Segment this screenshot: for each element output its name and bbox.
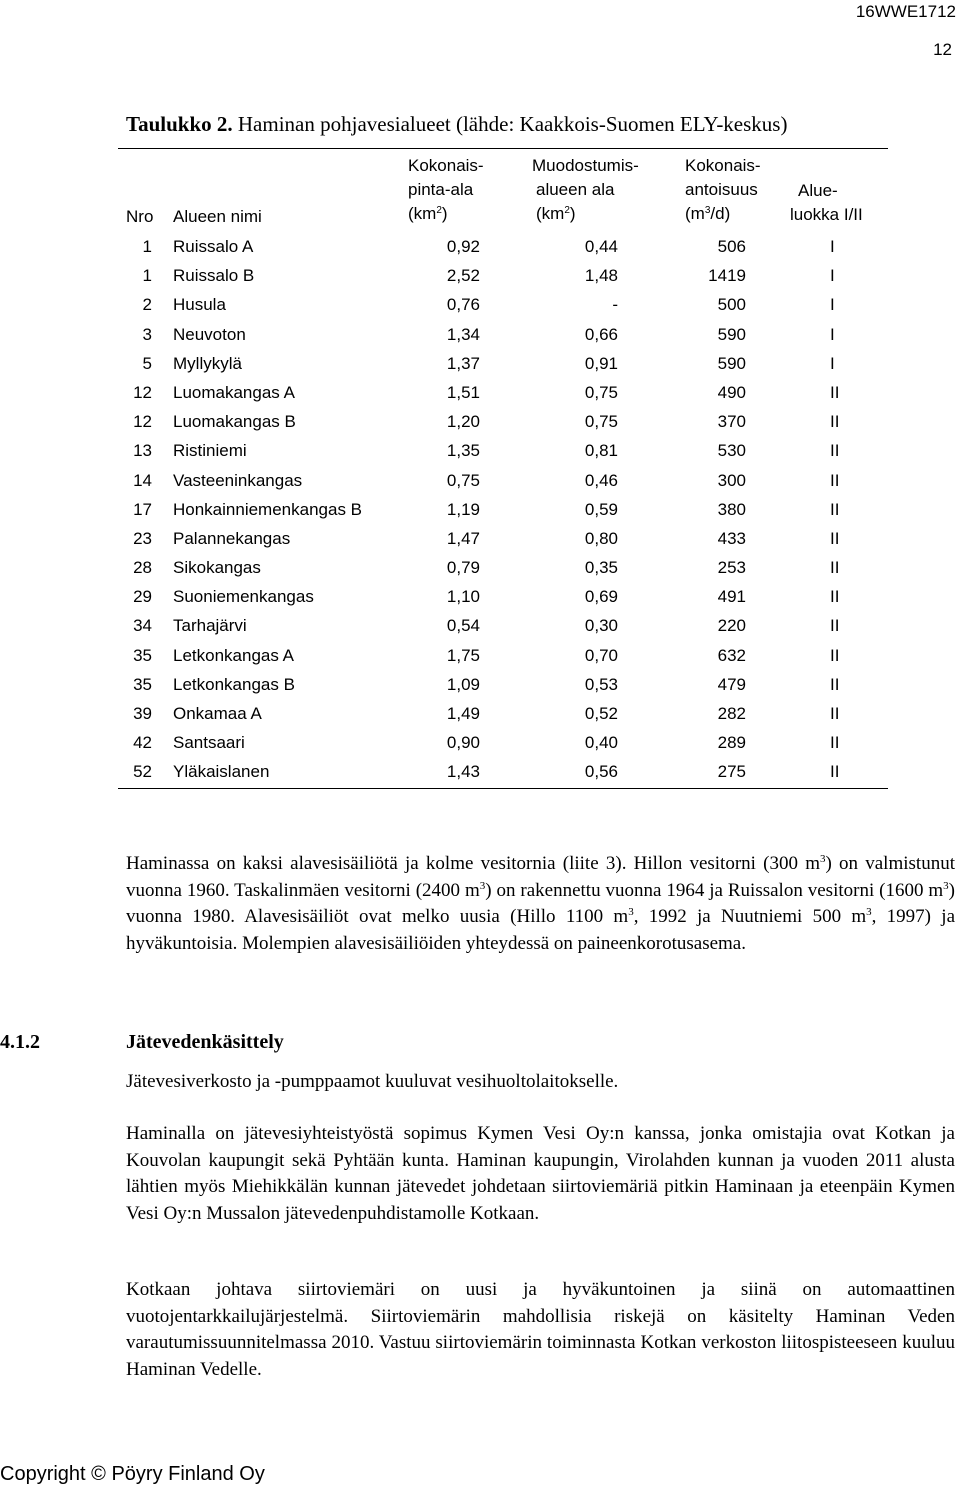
cell-class: II [830,412,840,432]
cell-yield: 590 [717,353,746,373]
cell-name: Yläkaislanen [173,762,270,782]
paragraph-transfer-sewer: Kotkaan johtava siirtoviemäri on uusi ja hyväkuntoinen ja siinä on automaattinen vuotojentarkkailujärjestelmä. Siirtoviemärin mahdollisia riskejä on käsitelty Haminan Veden varautumissuunnitelmassa 2010. Vastuu siirtoviemärin toiminnasta Kotkan verkoston liitospisteeseen kuuluu Haminan Vedelle. [126,1279,955,1380]
table-row [118,583,888,612]
cell-nro: 1 [142,237,152,256]
cell-name: Ruissalo A [173,237,254,256]
cell-yield: 632 [717,645,746,665]
cell-area: 1,47 [446,528,480,548]
cell-area: 2,52 [446,266,480,286]
header-formation-line2: alueen ala [536,180,615,199]
header-formation-unit [532,202,639,226]
header-area-class [790,179,863,227]
text-run: , 1992 ja Nuutniemi 500 m [633,906,867,927]
cell-area: 0,54 [446,616,480,636]
cell-yield: 253 [717,558,746,578]
cell-area: 1,19 [446,499,480,519]
text-run: Haminassa on kaksi alavesisäiliötä ja kolme vesitornia (liite 3). Hillon vesitorni (300 m [126,853,820,874]
superscript: 3 [866,906,872,918]
cell-name: Palannekangas [173,528,291,548]
unit-close: /d) [710,204,731,223]
cell-yield: 490 [717,382,746,402]
cell-formation: 0,30 [584,616,618,636]
cell-class: II [830,616,840,636]
cell-yield: 282 [717,704,746,723]
cell-name: Myllykylä [173,353,242,373]
unit-sup: 2 [436,205,442,216]
cell-class: II [830,587,840,607]
cell-nro: 14 [133,470,152,490]
table-row [118,758,888,787]
table-row [118,671,888,700]
cell-formation: - [612,295,618,315]
unit-close: ) [569,204,576,223]
header-total-yield [685,154,761,226]
cell-name: Husula [173,295,226,315]
cell-yield: 491 [717,587,746,607]
table-row [118,437,888,466]
groundwater-table [118,148,888,789]
cell-area: 0,92 [446,237,480,256]
cell-name: Honkainniemenkangas B [173,499,363,519]
cell-nro: 29 [133,587,152,607]
paragraph-cooperation: Haminalla on jätevesiyhteistyöstä sopimus Kymen Vesi Oy:n kanssa, jonka omistajia ovat Kotkan ja Kouvolan kaupungit sekä Pyhtään kunta. Haminan kaupungin, Virolahden kunnan ja vuoden 2011 alusta lähtien myös Miehikkälän kunnan jätevedet johdetaan siirtoviemäriä pitkin Haminaan ja eteenpäin Kymen Vesi Oy:n Mussalon jätevedenpuhdistamolle Kotkaan. [126,1123,955,1224]
cell-class: II [830,382,840,402]
header-yield-line1: Kokonais- [685,156,761,175]
cell-class: II [830,704,840,723]
table-row [118,291,888,320]
section-number: 4.1.2 [0,1031,40,1053]
unit-text: (m [685,204,705,223]
text-run: ) vuonna 1980. Alavesisäiliöt ovat melko uusia (Hillo 1100 m [126,879,955,927]
cell-name: Letkonkangas B [173,674,295,694]
cell-formation: 1,48 [584,266,618,286]
table-row [118,496,888,525]
cell-area: 1,34 [446,324,480,344]
cell-class: II [830,528,840,548]
cell-yield: 220 [717,616,746,636]
superscript: 3 [943,879,949,892]
table-caption-label: Taulukko 2. [126,112,233,136]
cell-name: Santsaari [173,733,245,753]
unit-text: (km [536,204,565,223]
cell-nro: 3 [142,324,152,344]
header-yield-unit [685,202,761,226]
cell-nro: 2 [142,295,152,315]
copyright-footer: Copyright © Pöyry Finland Oy [0,1463,265,1485]
table-header [118,149,888,233]
cell-formation: 0,75 [584,412,618,432]
unit-close: ) [441,204,448,223]
cell-area: 0,75 [446,470,480,490]
table-row [118,233,888,262]
table-row [118,729,888,758]
header-class-line2: luokka I/II [790,205,863,224]
header-name: Alueen nimi [173,207,262,226]
unit-text: (km [408,204,437,223]
cell-yield: 506 [717,237,746,256]
cell-formation: 0,35 [584,558,618,578]
cell-formation: 0,52 [584,704,618,723]
cell-nro: 34 [133,616,152,636]
cell-formation: 0,70 [584,645,618,665]
cell-formation: 0,59 [584,499,618,519]
cell-area: 1,20 [446,412,480,432]
cell-area: 1,75 [446,645,480,665]
cell-area: 1,09 [446,674,480,694]
cell-nro: 17 [133,499,152,519]
cell-yield: 370 [717,412,746,432]
cell-nro: 39 [133,704,152,723]
header-total-area [408,154,484,226]
cell-yield: 479 [717,674,746,694]
document-id: 16WWE1712 [855,2,956,21]
header-total-area-unit [408,202,484,226]
text-run: ) on rakennettu vuonna 1964 ja Ruissalon vesitorni (1600 m [485,879,944,901]
cell-area: 1,51 [446,382,480,402]
cell-formation: 0,40 [584,733,618,753]
cell-yield: 590 [717,324,746,344]
cell-name: Neuvoton [173,324,246,344]
cell-formation: 0,46 [584,470,618,490]
header-nro: Nro [126,207,154,226]
cell-name: Vasteeninkangas [173,470,303,490]
cell-class: I [830,324,835,344]
table-caption-text: Haminan pohjavesialueet (lähde: Kaakkois-Suomen ELY-keskus) [232,112,788,136]
header-class-line1: Alue- [798,181,838,200]
header-formation-line1: Muodostumis- [532,156,639,175]
cell-yield: 275 [717,762,746,782]
superscript: 3 [628,906,634,918]
table-row [118,467,888,496]
cell-name: Suoniemenkangas [173,587,314,607]
cell-class: II [830,558,840,578]
cell-formation: 0,66 [584,324,618,344]
superscript: 3 [819,853,826,865]
table-row [118,262,888,291]
cell-nro: 52 [133,762,152,782]
cell-name: Sikokangas [173,558,261,578]
cell-area: 1,35 [446,441,480,461]
cell-nro: 12 [133,382,152,402]
cell-class: II [830,441,840,461]
cell-area: 1,43 [446,762,480,782]
page-number: 12 [933,40,952,59]
cell-yield: 530 [717,441,746,461]
unit-sup: 3 [704,205,711,216]
superscript: 3 [479,879,486,892]
cell-yield: 300 [717,470,746,490]
paragraph-network: Jätevesiverkosto ja -pumppaamot kuuluvat vesihuoltolaitokselle. [126,1071,619,1092]
cell-area: 1,10 [446,587,480,607]
cell-area: 0,76 [446,295,480,315]
cell-class: I [830,353,835,373]
table-caption [126,112,787,137]
cell-name: Luomakangas A [173,382,295,402]
section-title: Jätevedenkäsittely [126,1031,284,1053]
cell-class: I [830,295,835,315]
cell-nro: 23 [133,528,152,548]
cell-class: II [830,470,840,490]
table-row [118,321,888,350]
table-row [118,642,888,671]
table-row [118,379,888,408]
table-row [118,525,888,554]
cell-nro: 35 [133,645,152,665]
cell-area: 0,79 [446,558,480,578]
cell-name: Ristiniemi [173,441,247,461]
cell-formation: 0,81 [584,441,618,461]
cell-name: Tarhajärvi [173,616,247,636]
cell-area: 1,49 [446,704,480,723]
text-run: , 1997) ja hyväkuntoisia. Molempien alavesisäiliöiden yhteydessä on paineenkorotusasema. [126,906,956,954]
paragraph-water-towers [126,851,955,957]
table-body [118,233,888,788]
cell-nro: 28 [133,558,152,578]
cell-nro: 1 [142,266,152,286]
cell-formation: 0,56 [584,762,618,782]
cell-nro: 13 [133,441,152,461]
cell-name: Letkonkangas A [173,645,294,665]
cell-yield: 1419 [708,266,746,286]
table-row [118,554,888,583]
cell-name: Onkamaa A [173,704,262,723]
cell-nro: 35 [133,674,152,694]
cell-class: II [830,762,840,782]
header-yield-line2: antoisuus [685,180,758,199]
cell-nro: 5 [142,353,152,373]
cell-class: II [830,645,840,665]
cell-yield: 380 [717,499,746,519]
table-row [118,350,888,379]
table-row [118,408,888,437]
cell-formation: 0,44 [584,237,618,256]
cell-formation: 0,69 [584,587,618,607]
cell-class: II [830,499,840,519]
cell-class: I [830,266,835,286]
cell-class: I [830,237,835,256]
header-total-area-line2: pinta-ala [408,180,474,199]
cell-yield: 433 [717,528,746,548]
unit-sup: 2 [564,205,570,216]
cell-formation: 0,91 [584,353,618,373]
cell-formation: 0,80 [584,528,618,548]
cell-nro: 12 [133,412,152,432]
text-run: ) on valmistunut vuonna 1960. Taskalinmäen vesitorni (2400 m [126,853,955,901]
header-formation-area [532,154,639,226]
cell-area: 0,90 [446,733,480,753]
cell-formation: 0,53 [584,674,618,694]
cell-area: 1,37 [446,353,480,373]
cell-yield: 500 [717,295,746,315]
table-row [118,700,888,729]
cell-nro: 42 [133,733,152,753]
cell-yield: 289 [717,733,746,753]
cell-class: II [830,733,840,753]
header-total-area-line1: Kokonais- [408,156,484,175]
cell-name: Luomakangas B [173,412,296,432]
table-row [118,612,888,641]
cell-formation: 0,75 [584,382,618,402]
cell-class: II [830,674,840,694]
cell-name: Ruissalo B [173,266,255,286]
